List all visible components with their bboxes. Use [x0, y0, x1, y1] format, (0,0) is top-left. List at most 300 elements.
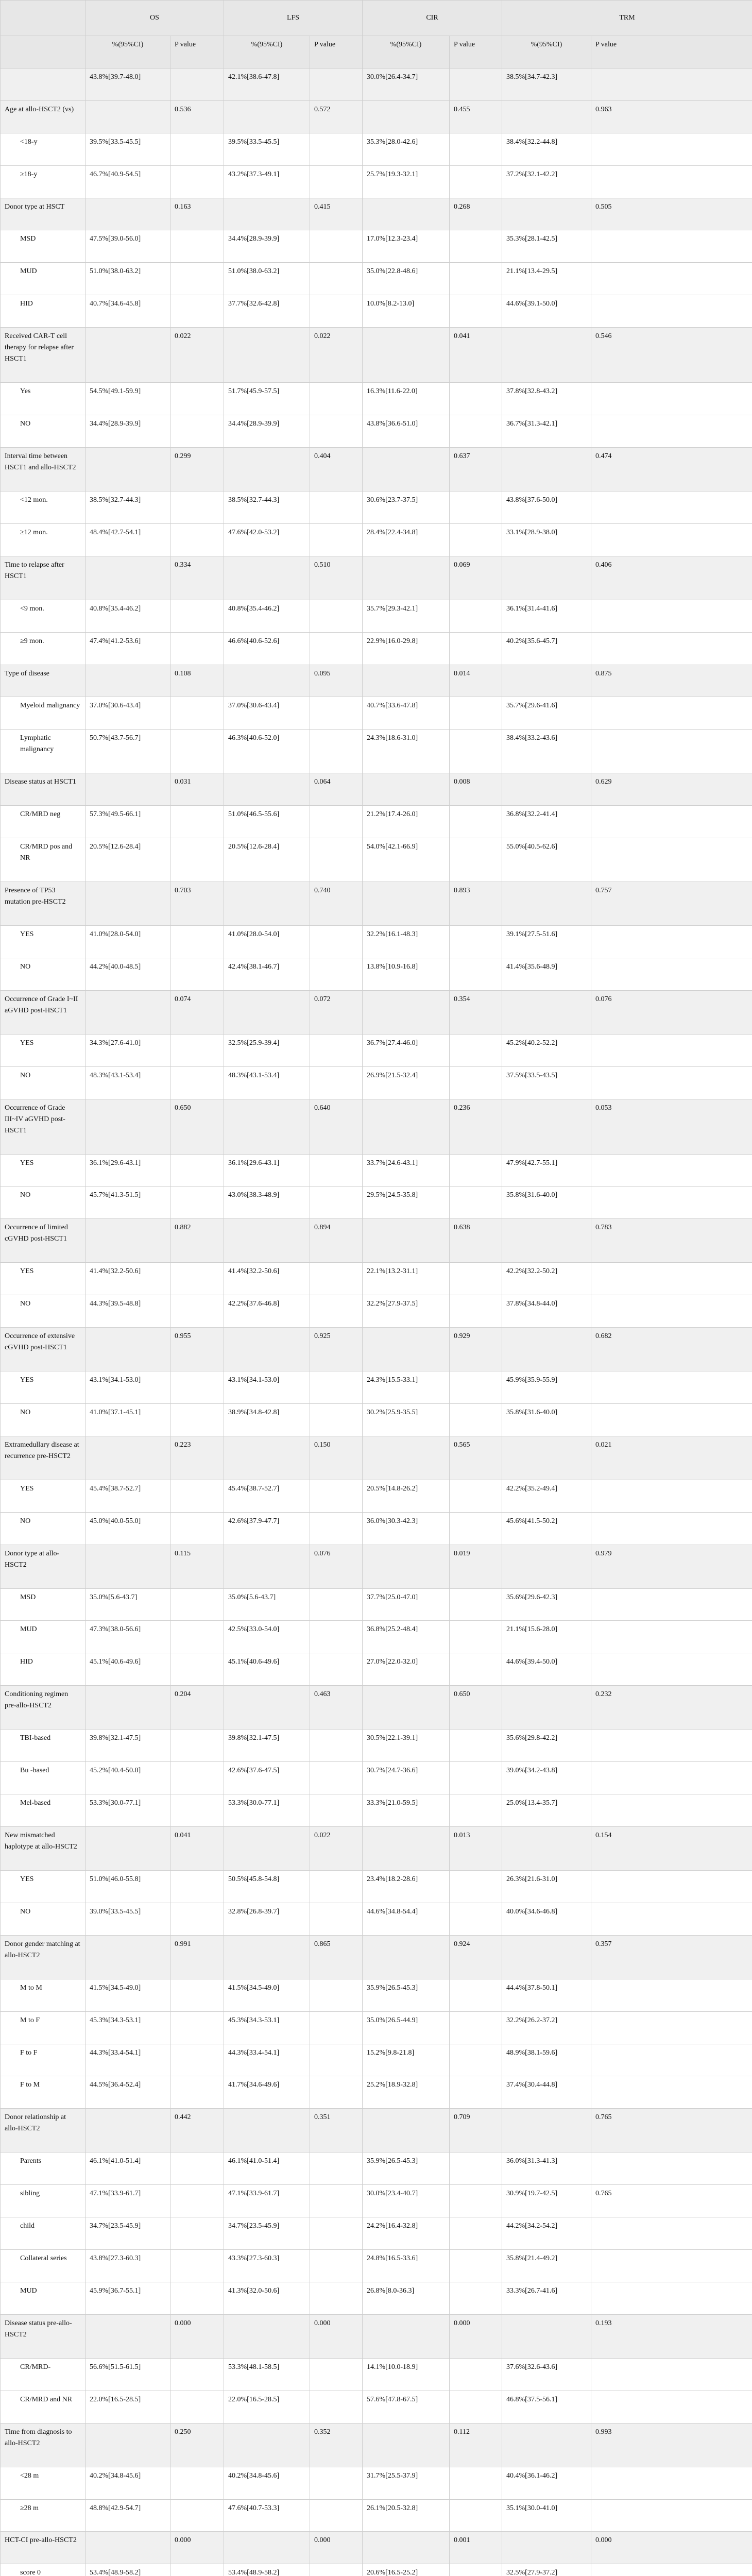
level-ci-value: 42.6%[37.9-47.7]	[224, 1512, 310, 1545]
level-ci-value: 26.3%[21.6-31.0]	[502, 1870, 591, 1903]
level-p-blank	[591, 2564, 752, 2576]
level-label: M to M	[1, 1979, 86, 2011]
section-label: Extramedullary disease at recurrence pre-HSCT2	[1, 1436, 86, 1480]
level-p-blank	[591, 383, 752, 415]
level-p-blank	[310, 295, 363, 328]
section-ci-blank	[86, 1935, 170, 1979]
section-p-value: 0.001	[450, 2532, 502, 2564]
overall-os: 43.8%[39.7-48.0]	[86, 68, 170, 100]
section-ci-blank	[224, 665, 310, 697]
level-p-blank	[170, 2044, 224, 2076]
level-label: ≥12 mon.	[1, 523, 86, 556]
level-p-blank	[170, 523, 224, 556]
level-ci-value: 46.7%[40.9-54.5]	[86, 165, 170, 198]
level-ci-value: 43.0%[38.3-48.9]	[224, 1187, 310, 1219]
subheader-cir-ci: %(95%CI)	[363, 36, 450, 68]
level-ci-value: 48.9%[38.1-59.6]	[502, 2044, 591, 2076]
level-row	[1, 1512, 752, 1545]
level-ci-value: 35.6%[29.8-42.2]	[502, 1730, 591, 1762]
level-p-blank	[310, 1066, 363, 1099]
section-ci-blank	[363, 1935, 450, 1979]
level-p-blank	[310, 1154, 363, 1187]
level-p-blank	[170, 1066, 224, 1099]
level-ci-value: 51.0%[46.5-55.6]	[224, 806, 310, 838]
level-label: CR/MRD and NR	[1, 2391, 86, 2423]
section-p-value: 0.682	[591, 1328, 752, 1371]
level-ci-value: 30.6%[23.7-37.5]	[363, 491, 450, 523]
level-p-blank	[591, 1187, 752, 1219]
level-p-blank	[310, 2564, 363, 2576]
level-p-blank	[450, 1403, 502, 1436]
section-p-value: 0.415	[310, 198, 363, 230]
level-row	[1, 1979, 752, 2011]
section-ci-blank	[363, 556, 450, 600]
level-label: Parents	[1, 2153, 86, 2185]
level-ci-value: 13.8%[10.9-16.8]	[363, 958, 450, 990]
section-p-value: 0.565	[450, 1436, 502, 1480]
section-ci-blank	[502, 882, 591, 926]
level-ci-value: 42.2%[35.2-49.4]	[502, 1480, 591, 1512]
section-ci-blank	[86, 2532, 170, 2564]
section-row	[1, 100, 752, 133]
level-row	[1, 2467, 752, 2499]
level-p-blank	[591, 1730, 752, 1762]
level-p-blank	[591, 1295, 752, 1328]
level-label: YES	[1, 1480, 86, 1512]
section-ci-blank	[224, 1935, 310, 1979]
level-ci-value: 41.0%[28.0-54.0]	[86, 925, 170, 958]
level-p-blank	[170, 600, 224, 632]
section-ci-blank	[502, 1545, 591, 1588]
section-p-value: 0.991	[170, 1935, 224, 1979]
level-ci-value: 47.6%[42.0-53.2]	[224, 523, 310, 556]
section-ci-blank	[502, 1219, 591, 1263]
section-label: Donor type at allo-HSCT2	[1, 1545, 86, 1588]
section-ci-blank	[502, 1935, 591, 1979]
section-ci-blank	[502, 1436, 591, 1480]
level-row	[1, 1403, 752, 1436]
level-p-blank	[310, 600, 363, 632]
section-label: HCT-CI pre-allo-HSCT2	[1, 2532, 86, 2564]
level-label: Collateral series	[1, 2250, 86, 2282]
level-ci-value: 34.3%[27.6-41.0]	[86, 1034, 170, 1066]
level-ci-value: 51.0%[38.0-63.2]	[224, 263, 310, 295]
overall-lfs: 42.1%[38.6-47.8]	[224, 68, 310, 100]
level-p-blank	[310, 383, 363, 415]
level-p-blank	[450, 958, 502, 990]
level-ci-value: 39.8%[32.1-47.5]	[86, 1730, 170, 1762]
level-ci-value: 45.7%[41.3-51.5]	[86, 1187, 170, 1219]
level-row	[1, 1187, 752, 1219]
level-row	[1, 1154, 752, 1187]
level-ci-value: 25.0%[13.4-35.7]	[502, 1794, 591, 1827]
section-p-value: 0.108	[170, 665, 224, 697]
level-row	[1, 230, 752, 263]
section-p-value: 0.757	[591, 882, 752, 926]
level-ci-value: 22.1%[13.2-31.1]	[363, 1263, 450, 1295]
level-p-blank	[450, 925, 502, 958]
section-p-value: 0.357	[591, 1935, 752, 1979]
level-ci-value: 43.2%[37.3-49.1]	[224, 165, 310, 198]
section-ci-blank	[224, 198, 310, 230]
level-p-blank	[170, 1154, 224, 1187]
level-p-blank	[591, 2011, 752, 2044]
level-p-blank	[170, 491, 224, 523]
level-label: NO	[1, 1403, 86, 1436]
level-ci-value: 41.0%[28.0-54.0]	[224, 925, 310, 958]
level-ci-value: 39.8%[32.1-47.5]	[224, 1730, 310, 1762]
level-label: sibling	[1, 2185, 86, 2217]
level-row	[1, 1762, 752, 1794]
section-row	[1, 2423, 752, 2467]
level-row	[1, 632, 752, 665]
section-ci-blank	[86, 1686, 170, 1730]
level-p-blank	[310, 1870, 363, 1903]
level-ci-value: 41.4%[35.6-48.9]	[502, 958, 591, 990]
level-label: <18-y	[1, 133, 86, 165]
level-p-blank	[450, 2044, 502, 2076]
section-ci-blank	[86, 1545, 170, 1588]
level-p-blank	[310, 1903, 363, 1935]
level-ci-value: 47.9%[42.7-55.1]	[502, 1154, 591, 1187]
level-p-blank	[591, 1794, 752, 1827]
level-label: MUD	[1, 1621, 86, 1653]
level-p-blank	[450, 1187, 502, 1219]
section-ci-blank	[86, 2423, 170, 2467]
level-p-blank	[450, 2185, 502, 2217]
level-ci-value: 45.2%[40.4-50.0]	[86, 1762, 170, 1794]
level-p-blank	[450, 230, 502, 263]
level-p-blank	[310, 2282, 363, 2315]
level-row	[1, 2282, 752, 2315]
level-ci-value: 41.5%[34.5-49.0]	[224, 1979, 310, 2011]
level-p-blank	[170, 2499, 224, 2532]
level-ci-value: 43.1%[34.1-53.0]	[86, 1371, 170, 1404]
section-p-value: 0.924	[450, 1935, 502, 1979]
level-label: MUD	[1, 2282, 86, 2315]
level-p-blank	[450, 730, 502, 773]
level-p-blank	[450, 2564, 502, 2576]
level-row	[1, 165, 752, 198]
level-ci-value: 38.9%[34.8-42.8]	[224, 1403, 310, 1436]
section-p-value: 0.112	[450, 2423, 502, 2467]
level-ci-value: 47.1%[33.9-61.7]	[86, 2185, 170, 2217]
level-ci-value: 40.2%[34.8-45.6]	[224, 2467, 310, 2499]
section-ci-blank	[363, 2532, 450, 2564]
level-p-blank	[450, 806, 502, 838]
level-p-blank	[450, 838, 502, 882]
section-ci-blank	[502, 556, 591, 600]
subheader-blank	[1, 36, 86, 68]
section-ci-blank	[86, 2109, 170, 2153]
section-p-value: 0.963	[591, 100, 752, 133]
section-row	[1, 773, 752, 806]
level-row	[1, 600, 752, 632]
section-p-value: 0.929	[450, 1328, 502, 1371]
level-p-blank	[310, 230, 363, 263]
level-p-blank	[170, 1903, 224, 1935]
section-p-value: 0.536	[170, 100, 224, 133]
level-label: MUD	[1, 263, 86, 295]
level-row	[1, 1263, 752, 1295]
level-label: ≥18-y	[1, 165, 86, 198]
level-p-blank	[170, 2467, 224, 2499]
level-ci-value: 35.7%[29.6-41.6]	[502, 697, 591, 730]
level-p-blank	[591, 133, 752, 165]
section-row	[1, 1099, 752, 1154]
section-row	[1, 556, 752, 600]
level-p-blank	[591, 806, 752, 838]
level-p-blank	[591, 415, 752, 448]
section-p-value: 0.223	[170, 1436, 224, 1480]
level-ci-value: 32.8%[26.8-39.7]	[224, 1903, 310, 1935]
level-p-blank	[310, 806, 363, 838]
level-p-blank	[591, 2153, 752, 2185]
section-p-value: 0.406	[591, 556, 752, 600]
level-p-blank	[170, 925, 224, 958]
section-p-value: 0.232	[591, 1686, 752, 1730]
level-p-blank	[450, 415, 502, 448]
section-ci-blank	[86, 2314, 170, 2358]
level-row	[1, 1653, 752, 1686]
section-p-value: 0.193	[591, 2314, 752, 2358]
level-ci-value: 44.6%[39.1-50.0]	[502, 295, 591, 328]
level-ci-value: 37.6%[32.6-43.6]	[502, 2358, 591, 2391]
level-ci-value: 26.8%[8.0-36.3]	[363, 2282, 450, 2315]
level-p-blank	[310, 2217, 363, 2250]
section-p-value: 0.268	[450, 198, 502, 230]
section-p-value: 0.442	[170, 2109, 224, 2153]
level-ci-value: 33.1%[28.9-38.0]	[502, 523, 591, 556]
section-row	[1, 328, 752, 383]
section-ci-blank	[502, 1686, 591, 1730]
section-ci-blank	[502, 1827, 591, 1871]
level-ci-value: 39.5%[33.5-45.5]	[86, 133, 170, 165]
level-ci-value: 26.9%[21.5-32.4]	[363, 1066, 450, 1099]
level-p-blank	[591, 2499, 752, 2532]
level-ci-value: 44.2%[34.2-54.2]	[502, 2217, 591, 2250]
section-ci-blank	[363, 1436, 450, 1480]
level-row	[1, 925, 752, 958]
section-ci-blank	[363, 773, 450, 806]
section-ci-blank	[224, 1436, 310, 1480]
level-ci-value: 21.1%[15.6-28.0]	[502, 1621, 591, 1653]
level-label: NO	[1, 1903, 86, 1935]
level-ci-value: 53.3%[30.0-77.1]	[224, 1794, 310, 1827]
level-ci-value: 38.5%[32.7-44.3]	[86, 491, 170, 523]
level-p-blank	[450, 2250, 502, 2282]
level-ci-value: 43.8%[37.6-50.0]	[502, 491, 591, 523]
section-ci-blank	[363, 1827, 450, 1871]
level-ci-value: 35.8%[31.6-40.0]	[502, 1187, 591, 1219]
level-p-blank	[310, 958, 363, 990]
level-p-blank	[450, 491, 502, 523]
level-p-blank	[591, 600, 752, 632]
section-p-value: 0.115	[170, 1545, 224, 1588]
level-p-blank	[591, 1762, 752, 1794]
section-ci-blank	[502, 1099, 591, 1154]
level-ci-value: 37.7%[25.0-47.0]	[363, 1588, 450, 1621]
level-ci-value: 46.1%[41.0-51.4]	[86, 2153, 170, 2185]
level-row	[1, 806, 752, 838]
level-p-blank	[170, 263, 224, 295]
level-row	[1, 1588, 752, 1621]
section-p-value: 0.993	[591, 2423, 752, 2467]
level-row	[1, 2044, 752, 2076]
section-p-value: 0.510	[310, 556, 363, 600]
level-label: score 0	[1, 2564, 86, 2576]
level-row	[1, 958, 752, 990]
level-p-blank	[450, 1154, 502, 1187]
level-p-blank	[170, 2564, 224, 2576]
level-p-blank	[310, 2044, 363, 2076]
level-row	[1, 2153, 752, 2185]
section-ci-blank	[224, 1099, 310, 1154]
level-ci-value: 30.2%[25.9-35.5]	[363, 1403, 450, 1436]
level-p-blank	[170, 1588, 224, 1621]
section-ci-blank	[224, 990, 310, 1034]
level-ci-value: 30.5%[22.1-39.1]	[363, 1730, 450, 1762]
level-p-blank	[450, 133, 502, 165]
level-label: CR/MRD pos and NR	[1, 838, 86, 882]
overall-cir-p	[450, 68, 502, 100]
level-ci-value: 34.4%[28.9-39.9]	[224, 230, 310, 263]
level-ci-value: 20.5%[12.6-28.4]	[86, 838, 170, 882]
level-p-blank	[310, 1480, 363, 1512]
level-ci-value: 34.4%[28.9-39.9]	[224, 415, 310, 448]
section-row	[1, 1545, 752, 1588]
section-ci-blank	[224, 2314, 310, 2358]
level-p-blank	[170, 2217, 224, 2250]
level-label: NO	[1, 1295, 86, 1328]
section-ci-blank	[86, 1436, 170, 1480]
level-ci-value: 44.3%[33.4-54.1]	[224, 2044, 310, 2076]
section-row	[1, 447, 752, 491]
section-p-value: 0.640	[310, 1099, 363, 1154]
section-p-value: 0.572	[310, 100, 363, 133]
section-p-value: 0.150	[310, 1436, 363, 1480]
level-ci-value: 35.0%[5.6-43.7]	[224, 1588, 310, 1621]
level-p-blank	[450, 523, 502, 556]
level-p-blank	[170, 806, 224, 838]
section-ci-blank	[86, 1827, 170, 1871]
level-p-blank	[450, 2076, 502, 2109]
section-p-value: 0.041	[170, 1827, 224, 1871]
section-p-value: 0.013	[450, 1827, 502, 1871]
level-ci-value: 45.0%[40.0-55.0]	[86, 1512, 170, 1545]
level-p-blank	[170, 415, 224, 448]
level-ci-value: 35.8%[21.4-49.2]	[502, 2250, 591, 2282]
level-ci-value: 48.3%[43.1-53.4]	[224, 1066, 310, 1099]
level-ci-value: 34.7%[23.5-45.9]	[86, 2217, 170, 2250]
level-p-blank	[310, 2499, 363, 2532]
level-ci-value: 32.5%[25.9-39.4]	[224, 1034, 310, 1066]
level-p-blank	[591, 2250, 752, 2282]
section-row	[1, 1686, 752, 1730]
header-trm: TRM	[502, 1, 752, 36]
section-p-value: 0.204	[170, 1686, 224, 1730]
header-blank	[1, 1, 86, 36]
section-ci-blank	[502, 2314, 591, 2358]
level-ci-value: 25.2%[18.9-32.8]	[363, 2076, 450, 2109]
level-ci-value: 35.1%[30.0-41.0]	[502, 2499, 591, 2532]
level-label: NO	[1, 415, 86, 448]
level-p-blank	[450, 165, 502, 198]
level-ci-value: 35.7%[29.3-42.1]	[363, 600, 450, 632]
level-label: F to F	[1, 2044, 86, 2076]
level-ci-value: 35.3%[28.0-42.6]	[363, 133, 450, 165]
level-ci-value: 16.3%[11.6-22.0]	[363, 383, 450, 415]
level-p-blank	[450, 2391, 502, 2423]
level-label: CR/MRD neg	[1, 806, 86, 838]
level-row	[1, 2011, 752, 2044]
header-cir: CIR	[363, 1, 502, 36]
section-p-value: 0.041	[450, 328, 502, 383]
overall-cir: 30.0%[26.4-34.7]	[363, 68, 450, 100]
level-p-blank	[170, 1730, 224, 1762]
subheader-lfs-p: P value	[310, 36, 363, 68]
level-p-blank	[450, 697, 502, 730]
level-ci-value: 34.4%[28.9-39.9]	[86, 415, 170, 448]
level-ci-value: 25.7%[19.3-32.1]	[363, 165, 450, 198]
level-p-blank	[310, 2250, 363, 2282]
level-p-blank	[310, 632, 363, 665]
section-ci-blank	[363, 100, 450, 133]
subheader-cir-p: P value	[450, 36, 502, 68]
section-ci-blank	[224, 556, 310, 600]
header-lfs: LFS	[224, 1, 363, 36]
level-p-blank	[591, 2358, 752, 2391]
level-p-blank	[591, 958, 752, 990]
overall-label	[1, 68, 86, 100]
level-ci-value: 51.0%[38.0-63.2]	[86, 263, 170, 295]
level-ci-value: 41.7%[34.6-49.6]	[224, 2076, 310, 2109]
level-p-blank	[170, 2011, 224, 2044]
level-p-blank	[450, 1295, 502, 1328]
level-p-blank	[310, 165, 363, 198]
section-ci-blank	[363, 990, 450, 1034]
level-p-blank	[450, 1480, 502, 1512]
section-p-value: 0.064	[310, 773, 363, 806]
level-ci-value: 38.4%[33.2-43.6]	[502, 730, 591, 773]
overall-lfs-p	[310, 68, 363, 100]
level-p-blank	[310, 415, 363, 448]
level-ci-value: 39.5%[33.5-45.5]	[224, 133, 310, 165]
level-p-blank	[310, 1295, 363, 1328]
level-p-blank	[591, 1621, 752, 1653]
section-label: Donor gender matching at allo-HSCT2	[1, 1935, 86, 1979]
section-ci-blank	[363, 665, 450, 697]
level-row	[1, 838, 752, 882]
level-label: NO	[1, 1187, 86, 1219]
level-p-blank	[450, 383, 502, 415]
level-p-blank	[450, 1512, 502, 1545]
level-ci-value: 22.9%[16.0-29.8]	[363, 632, 450, 665]
section-row	[1, 1935, 752, 1979]
section-p-value: 0.022	[310, 328, 363, 383]
level-ci-value: 29.5%[24.5-35.8]	[363, 1187, 450, 1219]
level-p-blank	[591, 2391, 752, 2423]
level-row	[1, 1870, 752, 1903]
level-ci-value: 55.0%[40.5-62.6]	[502, 838, 591, 882]
level-p-blank	[170, 1870, 224, 1903]
level-ci-value: 53.3%[30.0-77.1]	[86, 1794, 170, 1827]
subheader-row	[1, 36, 752, 68]
section-p-value: 0.955	[170, 1328, 224, 1371]
level-ci-value: 40.8%[35.4-46.2]	[224, 600, 310, 632]
section-p-value: 0.703	[170, 882, 224, 926]
level-ci-value: 44.3%[33.4-54.1]	[86, 2044, 170, 2076]
